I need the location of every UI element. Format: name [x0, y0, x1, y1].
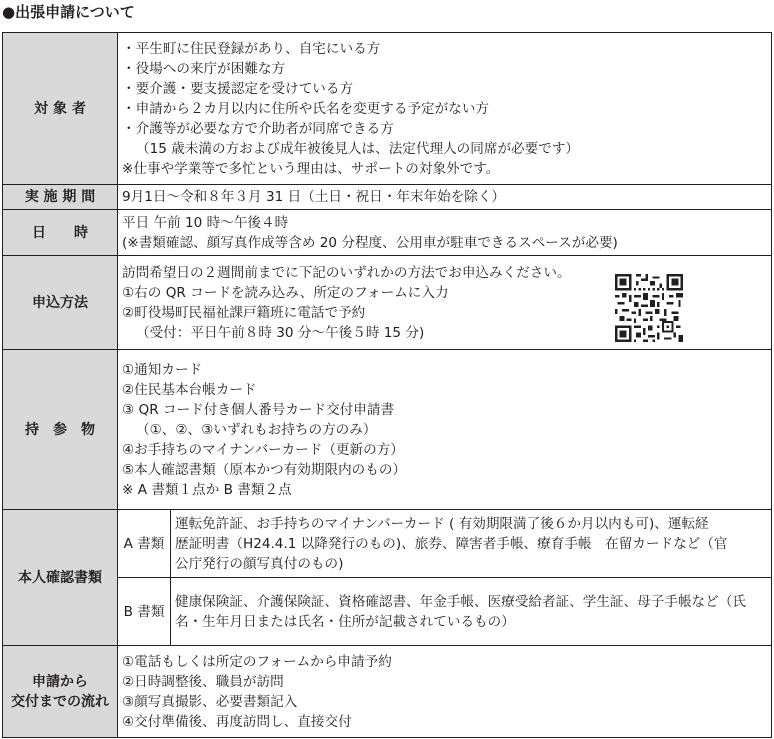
period-label: 実 施 期 間	[3, 185, 118, 210]
datetime-line: 平日 午前 10 時〜午後４時	[122, 214, 289, 231]
page-title: ●出張申請について	[2, 3, 135, 21]
id-docs-b-line: 健康保険証、介護保険証、資格確認書、年金手帳、医療受給者証、学生証、母子手帳など（氏	[175, 593, 746, 610]
flow-content	[118, 646, 772, 738]
bring-line: ⑤本人確認書類（原本かつ有効期限内のもの）	[122, 461, 407, 478]
id-docs-b-label: B 書類	[118, 578, 171, 646]
flow-label	[3, 646, 118, 738]
bring-line: ④お手持ちのマイナンバーカード（更新の方）	[122, 441, 404, 458]
id-docs-a-label: A 書類	[118, 510, 171, 578]
apply-row	[3, 256, 772, 350]
target-line: ・要介護・要支援認定を受けている方	[122, 80, 354, 97]
id-docs-label: 本人確認書類	[3, 510, 118, 646]
datetime-label: 日 時	[3, 210, 118, 256]
apply-line: 訪問希望日の２週間前までに下記のいずれかの方法でお申込みください。	[122, 264, 571, 281]
bring-line: ①通知カード	[122, 361, 203, 378]
id-docs-b-row	[3, 578, 772, 646]
datetime-content	[118, 210, 772, 256]
period-row	[3, 185, 772, 210]
id-docs-a-line: 公庁発行の顔写真付のもの)	[175, 555, 344, 572]
bring-line: ③ QR コード付き個人番号カード交付申請書	[122, 401, 395, 418]
apply-line: ①右の QR コードを読み込み、所定のフォームに入力	[122, 284, 449, 301]
qr-code-icon[interactable]	[615, 274, 683, 342]
datetime-line: (※書類確認、顔写真作成等含め 20 分程度、公用車が駐車できるスペースが必要)	[122, 234, 618, 251]
period-content: 9月1日〜令和８年３月 31 日（土日・祝日・年末年始を除く）	[118, 185, 772, 210]
target-line: ・平生町に住民登録があり、自宅にいる方	[122, 40, 381, 57]
datetime-row	[3, 210, 772, 256]
target-line: ・役場への来庁が困難な方	[122, 60, 286, 77]
flow-label-line: 交付までの流れ	[11, 693, 109, 710]
flow-line: ④交付準備後、再度訪問し、直接交付	[122, 713, 352, 730]
id-docs-a-row	[3, 510, 772, 578]
id-docs-a-line: 歴証明書（H24.4.1 以降発行のもの)、旅券、障害者手帳、療育手帳 在留カードなど（官	[175, 535, 728, 552]
target-content	[118, 33, 772, 185]
bring-row	[3, 350, 772, 510]
flow-row	[3, 646, 772, 738]
id-docs-a-line: 運転免許証、お手持ちのマイナンバーカード ( 有効期限満了後６か月以内も可)、運転経	[175, 515, 709, 532]
flow-line: ②日時調整後、職員が訪問	[122, 673, 284, 690]
flow-label-line: 申請から	[32, 673, 88, 690]
apply-line: ②町役場町民福祉課戸籍班に電話で予約	[122, 304, 366, 321]
apply-label: 申込方法	[3, 256, 118, 350]
bring-line: （①、②、③いずれもお持ちの方のみ）	[136, 421, 377, 438]
target-line: ※仕事や学業等で多忙という理由は、サポートの対象外です。	[122, 160, 500, 177]
bring-line: ※ A 書類１点か B 書類２点	[122, 481, 292, 498]
target-row	[3, 33, 772, 185]
flow-line: ①電話もしくは所定のフォームから申請予約	[122, 653, 392, 670]
target-line: ・介護等が必要な方で介助者が同席できる方	[122, 120, 394, 137]
apply-content	[118, 256, 772, 350]
id-docs-b-content	[171, 578, 772, 646]
target-label: 対 象 者	[3, 33, 118, 185]
target-line: （15 歳未満の方および成年被後見人は、法定代理人の同席が必要です）	[136, 140, 580, 157]
flow-line: ③顔写真撮影、必要書類記入	[122, 693, 298, 710]
bring-label: 持 参 物	[3, 350, 118, 510]
bring-line: ②住民基本台帳カード	[122, 381, 257, 398]
id-docs-b-line: 名・生年月日または氏名・住所が記載されているもの）	[175, 613, 515, 630]
bring-content	[118, 350, 772, 510]
target-line: ・申請から２カ月以内に住所や氏名を変更する予定がない方	[122, 100, 490, 117]
application-info-table	[2, 32, 772, 738]
apply-line: （受付：平日午前８時 30 分〜午後５時 15 分)	[136, 324, 425, 341]
id-docs-a-content	[171, 510, 772, 578]
